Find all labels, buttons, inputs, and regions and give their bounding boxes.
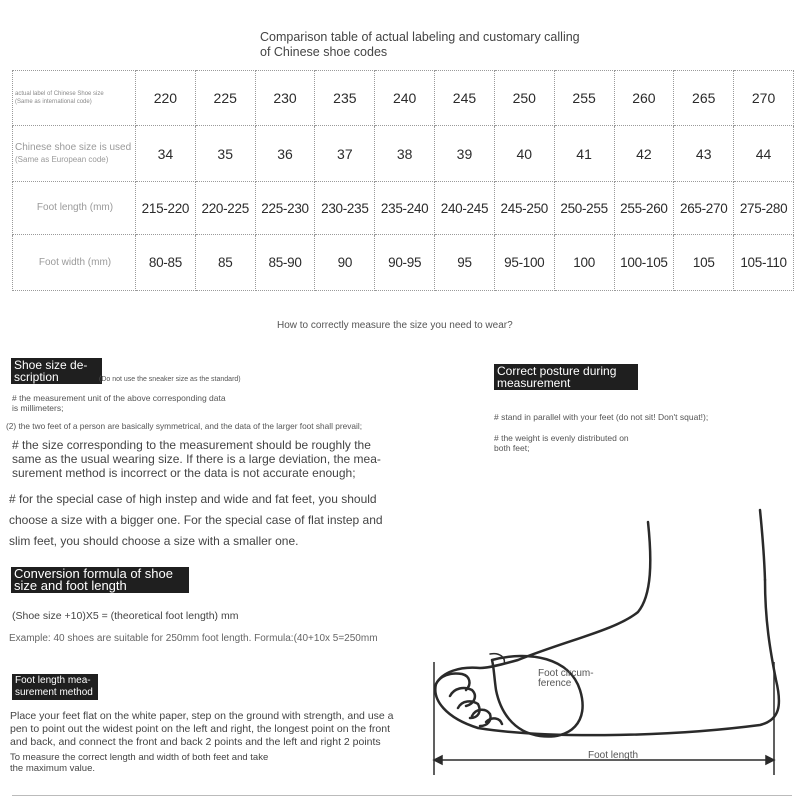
table-cell: 250 (494, 71, 554, 126)
table-cell: 260 (614, 71, 674, 126)
foot-outline (435, 522, 779, 735)
table-cell: 90-95 (375, 235, 435, 291)
table-cell: 34 (136, 126, 196, 182)
table-cell: 105-110 (734, 235, 794, 291)
foot-diagram (420, 500, 790, 790)
arrow-right (766, 756, 774, 764)
table-cell: 80-85 (136, 235, 196, 291)
table-cell: 265-270 (674, 182, 734, 235)
table-cell: 85-90 (255, 235, 315, 291)
measure-heading: How to correctly measure the size you need to wear? (277, 320, 513, 331)
page-title (260, 30, 590, 60)
method-text-2: To measure the correct length and width of both feet and take the maximum value. (10, 752, 269, 774)
table-cell: 44 (734, 126, 794, 182)
shoe-size-point-4: # for the special case of high instep and wide and fat feet, you should choose a size with a bigger one. For the special case of flat instep and slim feet, you should choose a size with a smaller one. (9, 492, 383, 548)
table-cell: 100 (554, 235, 614, 291)
posture-point-1: # stand in parallel with your feet (do not sit! Don't squat!); (494, 412, 709, 422)
table-cell: 255-260 (614, 182, 674, 235)
posture-label: Correct posture during measurement (494, 364, 638, 390)
row-header-chinese-size: Chinese shoe size is used (Same as European code) (13, 126, 136, 182)
table-cell: 42 (614, 126, 674, 182)
table-row-labels (13, 71, 794, 126)
table-row-foot-length (13, 182, 794, 235)
shoe-size-note: (Do not use the sneaker size as the standard) (99, 376, 241, 383)
table-cell: 95-100 (494, 235, 554, 291)
shoe-size-point-3: # the size corresponding to the measurement should be roughly the same as the usual wearing size. If there is a large deviation, the mea- surement method is incorrect or the data is not accurate enough; (12, 438, 381, 480)
table-cell: 95 (435, 235, 495, 291)
row-header-labels: actual label of Chinese Shoe size (Same as international code) (13, 71, 136, 126)
table-cell: 250-255 (554, 182, 614, 235)
table-cell: 230 (255, 71, 315, 126)
table-cell: 40 (494, 126, 554, 182)
table-cell: 245 (435, 71, 495, 126)
table-row-foot-width (13, 235, 794, 291)
table-row-chinese-size (13, 126, 794, 182)
title-line-1: Comparison table of actual labeling and customary calling (260, 30, 580, 44)
row-header-foot-width: Foot width (mm) (13, 235, 136, 291)
table-cell: 85 (195, 235, 255, 291)
table-cell: 225-230 (255, 182, 315, 235)
table-cell: 235-240 (375, 182, 435, 235)
shoe-size-point-2: (2) the two feet of a person are basically symmetrical, and the data of the larger foot shall prevail; (6, 421, 363, 431)
circumference-label: Foot circum- ference (538, 668, 594, 689)
table-cell: 220 (136, 71, 196, 126)
table-cell: 39 (435, 126, 495, 182)
table-cell: 275-280 (734, 182, 794, 235)
arrow-left (434, 756, 442, 764)
title-line-2: of Chinese shoe codes (260, 45, 388, 59)
table-cell: 36 (255, 126, 315, 182)
table-cell: 215-220 (136, 182, 196, 235)
table-cell: 37 (315, 126, 375, 182)
table-cell: 90 (315, 235, 375, 291)
table-cell: 235 (315, 71, 375, 126)
table-cell: 240-245 (435, 182, 495, 235)
table-cell: 255 (554, 71, 614, 126)
shoe-size-label: Shoe size de- scription (11, 358, 102, 384)
conversion-label: Conversion formula of shoe size and foot length (11, 567, 189, 593)
table-cell: 100-105 (614, 235, 674, 291)
table-cell: 245-250 (494, 182, 554, 235)
conversion-formula: (Shoe size +10)X5 = (theoretical foot length) mm (12, 610, 239, 622)
row-header-foot-length: Foot length (mm) (13, 182, 136, 235)
shoe-size-point-1: # the measurement unit of the above corresponding data is millimeters; (12, 393, 226, 413)
table-cell: 105 (674, 235, 734, 291)
size-comparison-table (12, 70, 794, 291)
posture-point-2: # the weight is evenly distributed on both feet; (494, 433, 629, 453)
foot-length-label: Foot length (588, 750, 639, 761)
conversion-example: Example: 40 shoes are suitable for 250mm foot length. Formula:(40+10x 5=250mm (9, 633, 378, 644)
table-cell: 38 (375, 126, 435, 182)
table-cell: 220-225 (195, 182, 255, 235)
table-cell: 270 (734, 71, 794, 126)
table-cell: 43 (674, 126, 734, 182)
table-cell: 230-235 (315, 182, 375, 235)
table-cell: 265 (674, 71, 734, 126)
method-label: Foot length mea- surement method (12, 674, 98, 700)
table-cell: 41 (554, 126, 614, 182)
table-cell: 240 (375, 71, 435, 126)
method-text: Place your feet flat on the white paper, step on the ground with strength, and use a pen to point out the widest point on the left and right, the longest point on the front and back, and connect the front and back 2 points and the left and right 2 points (10, 710, 394, 748)
bottom-divider (12, 795, 792, 796)
ankle-line (760, 510, 765, 580)
table-cell: 35 (195, 126, 255, 182)
table-cell: 225 (195, 71, 255, 126)
